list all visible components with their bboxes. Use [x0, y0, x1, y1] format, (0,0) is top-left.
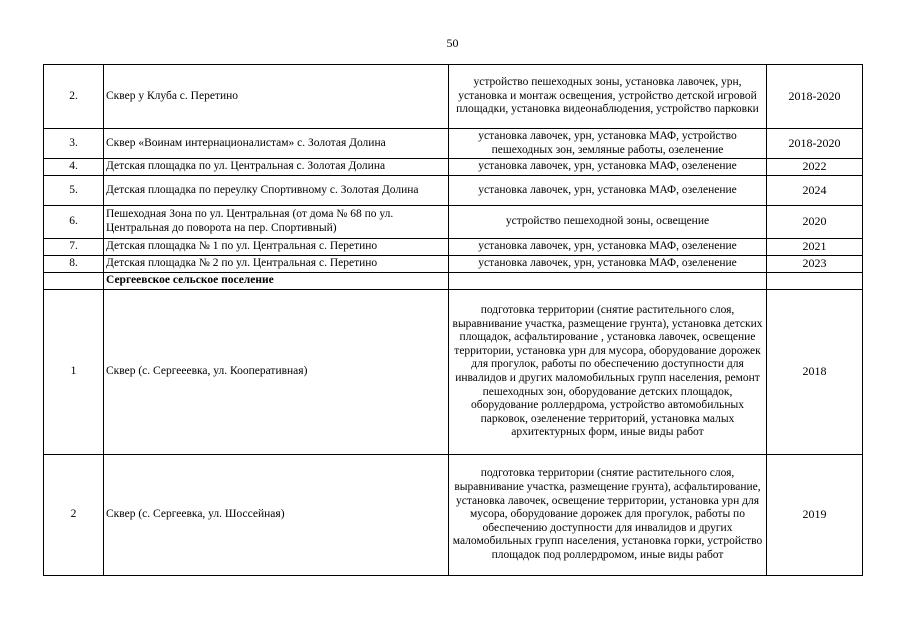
implementation-year: 2020 — [767, 206, 863, 239]
page-number: 50 — [446, 36, 459, 50]
works-description: установка лавочек, урн, установка МАФ, озеленение — [449, 159, 767, 176]
row-number: 3. — [44, 129, 104, 159]
section-year-cell — [767, 273, 863, 290]
section-number-cell — [44, 273, 104, 290]
row-number: 2. — [44, 65, 104, 129]
improvement-objects-table — [43, 64, 863, 576]
object-name: Детская площадка по ул. Центральная с. Золотая Долина — [104, 159, 449, 176]
object-name: Сквер (с. Сергеевка, ул. Шоссейная) — [104, 455, 449, 576]
row-number: 6. — [44, 206, 104, 239]
row-number: 2 — [44, 455, 104, 576]
table-row — [44, 159, 863, 176]
section-row — [44, 273, 863, 290]
section-works-cell — [449, 273, 767, 290]
table-row — [44, 206, 863, 239]
object-name: Детская площадка № 2 по ул. Центральная с. Перетино — [104, 256, 449, 273]
row-number: 1 — [44, 290, 104, 455]
works-description: установка лавочек, урн, установка МАФ, озеленение — [449, 176, 767, 206]
table-row — [44, 65, 863, 129]
works-description: установка лавочек, урн, установка МАФ, озеленение — [449, 239, 767, 256]
object-name: Детская площадка № 1 по ул. Центральная с. Перетино — [104, 239, 449, 256]
object-name: Сквер (с. Сергееевка, ул. Кооперативная) — [104, 290, 449, 455]
object-name: Сквер у Клуба с. Перетино — [104, 65, 449, 129]
object-name: Пешеходная Зона по ул. Центральная (от дома № 68 по ул. Центральная до поворота на пер. Спортивный) — [104, 206, 449, 239]
table-row — [44, 176, 863, 206]
object-name: Детская площадка по переулку Спортивному с. Золотая Долина — [104, 176, 449, 206]
row-number: 8. — [44, 256, 104, 273]
works-description: установка лавочек, урн, установка МАФ, устройство пешеходных зон, земляные работы, озеленение — [449, 129, 767, 159]
implementation-year: 2018-2020 — [767, 129, 863, 159]
works-description: установка лавочек, урн, установка МАФ, озеленение — [449, 256, 767, 273]
table-row — [44, 129, 863, 159]
row-number: 4. — [44, 159, 104, 176]
implementation-year: 2019 — [767, 455, 863, 576]
row-number: 5. — [44, 176, 104, 206]
table-row — [44, 455, 863, 576]
object-name: Сквер «Воинам интернационалистам» с. Золотая Долина — [104, 129, 449, 159]
implementation-year: 2018 — [767, 290, 863, 455]
works-description: устройство пешеходных зоны, установка лавочек, урн, установка и монтаж освещения, устройство детской игровой площадки, установка видеонаблюдения, устройство парковки — [449, 65, 767, 129]
implementation-year: 2021 — [767, 239, 863, 256]
row-number: 7. — [44, 239, 104, 256]
table-row — [44, 290, 863, 455]
table-row — [44, 256, 863, 273]
implementation-year: 2022 — [767, 159, 863, 176]
section-heading: Сергеевское сельское поселение — [104, 273, 449, 290]
implementation-year: 2024 — [767, 176, 863, 206]
implementation-year: 2018-2020 — [767, 65, 863, 129]
works-description: устройство пешеходной зоны, освещение — [449, 206, 767, 239]
implementation-year: 2023 — [767, 256, 863, 273]
works-description: подготовка территории (снятие растительного слоя, выравнивание участка, размещение грунта), установка детских площадок, асфальтирование , установка лавочек, освещение территории, установка урн для мусора, оборудование дорожек для прогулок, работы по обеспечению доступности для инвалидов и других маломобильных групп населения, ремонт пешеходных зон, оборудование детских площадок, оборудование роллердрома, устройство автомобильных парковок, озеленение территорий, установка малых архитектурных форм, иные виды работ — [449, 290, 767, 455]
table-row — [44, 239, 863, 256]
works-description: подготовка территории (снятие растительного слоя, выравнивание участка, размещение грунта), асфальтирование, установка лавочек, освещение территории, установка урн для мусора, оборудование дорожек для прогулок, работы по обеспечению доступности для инвалидов и других маломобильных групп населения, установка горки, устройство площадок под роллердромом, иные виды работ — [449, 455, 767, 576]
